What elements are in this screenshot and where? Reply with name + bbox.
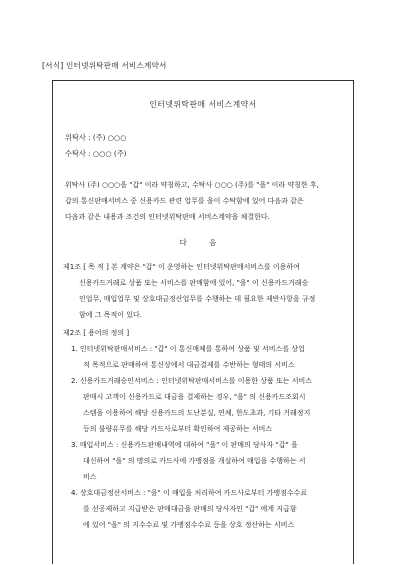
article-2 — [63, 325, 347, 533]
article-1-line: 함에 그 목적이 있다. — [79, 311, 142, 319]
consignor-line: 위탁사 : (주) ○○○ — [65, 133, 127, 142]
article-2-heading: 제2조 [ 용어의 정의 ] — [63, 329, 130, 337]
definition-line: 1. 인터넷위탁판매서비스 : "갑" 이 통신매체를 통하여 상품 및 서비스를 상업 — [71, 345, 305, 353]
document-title: 인터넷위탁판매 서비스계약서 — [149, 100, 257, 109]
intro-line: 갑의 통신판매서비스 중 신용카드 관련 업무를 을이 수탁함에 있어 다음과 같은 — [65, 197, 304, 205]
trustee-line: 수탁사 : ○○○ (주) — [65, 149, 127, 158]
intro-paragraph — [65, 177, 343, 225]
form-label: [서식] 인터넷위탁판매 서비스계약서 — [42, 61, 167, 70]
article-1 — [63, 259, 347, 323]
definition-line: 4. 상호대금정산서비스 : "을" 이 매입을 처리하여 카드사로부터 가맹점수수료 — [71, 489, 308, 497]
definition-line: 에 있어 "을" 의 지수수료 및 가맹점수수료 등을 상호 정산하는 서비스 — [83, 521, 295, 529]
definition-line: 스템을 이용하여 해당 신용카드의 도난분실, 연체, 한도초과, 기타 거래정지 — [83, 409, 311, 417]
section-heading: 다 음 — [179, 238, 227, 247]
definition-line: 3. 매입서비스 : 신용카드판매내역에 대하여 "을" 이 판매의 당사자 "갑" 을 — [71, 441, 298, 449]
definition-line: 적 목적으로 판매하여 통신상에서 대금결제를 수반하는 형태의 서비스 — [83, 361, 295, 369]
article-1-line: 인업무, 매입업무 및 상호대금정산업무를 수행하는 데 필요한 제반사항을 규정 — [79, 295, 316, 303]
intro-line: 위탁사 (주) ○○○을 "갑" 이라 약칭하고, 수탁사 ○○○ (주)를 "을" 이라 약칭한 후, — [65, 181, 319, 189]
article-1-line: 신용카드거래로 상품 또는 서비스를 판매함에 있어, "을" 이 신용카드거래승 — [79, 279, 309, 287]
contract-box — [52, 80, 354, 564]
intro-line: 다음과 같은 내용과 조건의 인터넷위탁판매 서비스계약을 체결한다. — [65, 213, 270, 221]
definition-line: 를 선공제하고 지급받은 판매대금을 판매의 당사자인 "갑" 에게 지급함 — [83, 505, 297, 513]
definition-line: 2. 신용카드거래승인서비스 : 인터넷위탁판매서비스를 이용한 상품 또는 서비스 — [71, 377, 312, 385]
definition-line: 비스 — [83, 473, 97, 481]
article-1-line: 제1조 [ 목 적 ] 본 계약은 "갑" 이 운영하는 인터넷위탁판매서비스를 이용하여 — [63, 263, 300, 271]
definition-line: 등의 불량유무를 해당 카드사로부터 확인하여 제공하는 서비스 — [83, 425, 273, 433]
definition-line: 대신하여 "을" 의 명의로 카드사에 가맹점을 개설하여 매입을 수행하는 서 — [83, 457, 306, 465]
definition-line: 판매시 고객이 신용카드로 대금을 결제하는 경우, "을" 의 신용카드조회시 — [83, 393, 306, 401]
